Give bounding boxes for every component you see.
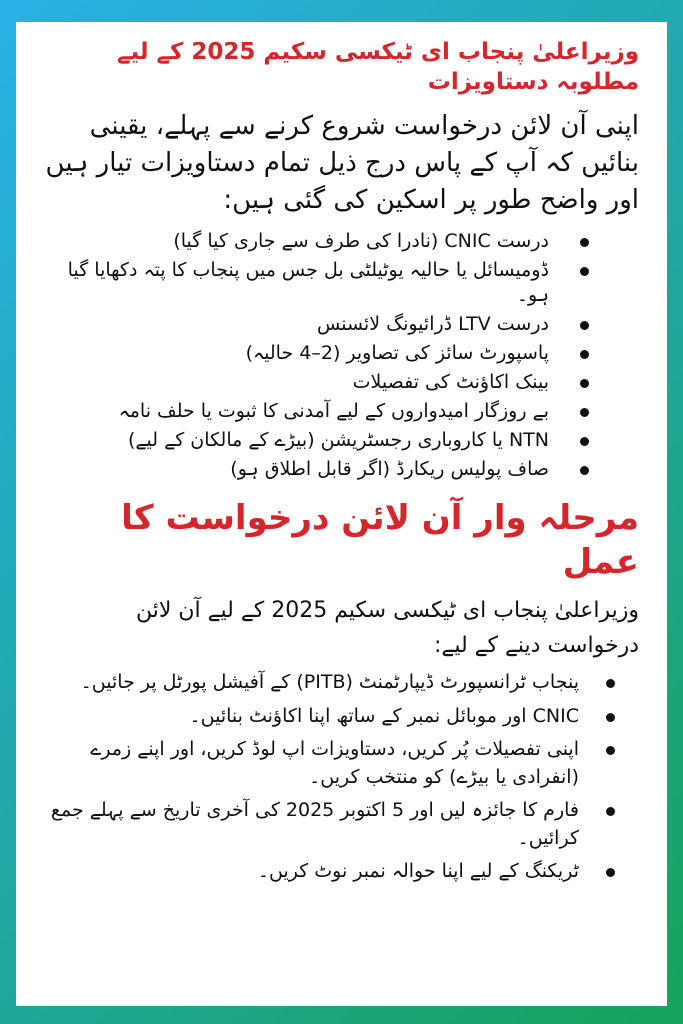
list-item: درست CNIC (نادرا کی طرف سے جاری کیا گیا)	[44, 229, 639, 254]
list-item: صاف پولیس ریکارڈ (اگر قابل اطلاق ہو)	[44, 457, 639, 482]
section-title: مرحلہ وار آن لائن درخواست کا عمل	[121, 498, 639, 583]
steps-list	[44, 669, 639, 886]
list-item: بینک اکاؤنٹ کی تفصیلات	[44, 370, 639, 395]
list-item: NTN یا کاروباری رجسٹریشن (بیڑے کے مالکان کے لیے)	[44, 428, 639, 453]
list-item: ڈومیسائل یا حالیہ یوٹیلٹی بل جس میں پنجاب کا پتہ دکھایا گیا ہو۔	[44, 258, 639, 308]
list-item: درست LTV ڈرائیونگ لائسنس	[44, 312, 639, 337]
list-item: فارم کا جائزہ لیں اور 5 اکتوبر 2025 کی آخری تاریخ سے پہلے جمع کرائیں۔	[44, 797, 639, 852]
documents-list	[44, 229, 639, 483]
list-item: بے روزگار امیدواروں کے لیے آمدنی کا ثبوت یا حلف نامہ	[44, 399, 639, 424]
list-item: پاسپورٹ سائز کی تصاویر (2–4 حالیہ)	[44, 341, 639, 366]
list-item: اپنی تفصیلات پُر کریں، دستاویزات اپ لوڈ کریں، اور اپنے زمرے (انفرادی یا بیڑے) کو منتخب کریں۔	[44, 736, 639, 791]
list-item: پنجاب ٹرانسپورٹ ڈیپارٹمنٹ (PITB) کے آفیشل پورٹل پر جائیں۔	[44, 669, 639, 697]
list-item: CNIC اور موبائل نمبر کے ساتھ اپنا اکاؤنٹ بنائیں۔	[44, 703, 639, 731]
intro-paragraph: اپنی آن لائن درخواست شروع کرنے سے پہلے، یقینی بنائیں کہ آپ کے پاس درج ذیل تمام دستاویزات تیار ہیں اور واضح طور پر اسکین کی گئی ہیں:	[45, 110, 639, 215]
page-title: وزیراعلیٰ پنجاب ای ٹیکسی سکیم 2025 کے لیے مطلوبہ دستاویزات	[117, 39, 639, 95]
document-card	[16, 22, 667, 1006]
steps-intro: وزیراعلیٰ پنجاب ای ٹیکسی سکیم 2025 کے لیے آن لائن درخواست دینے کے لیے:	[135, 597, 639, 658]
list-item: ٹریکنگ کے لیے اپنا حوالہ نمبر نوٹ کریں۔	[44, 858, 639, 886]
